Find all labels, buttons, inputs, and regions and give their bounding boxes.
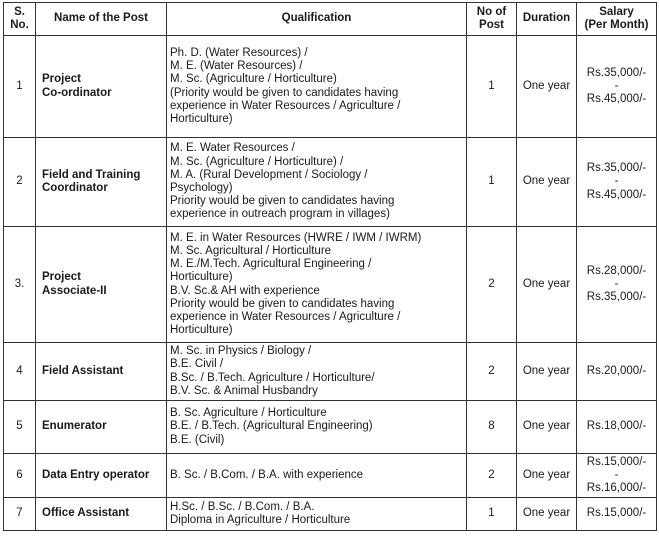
header-salary: Salary (Per Month) — [577, 3, 657, 36]
cell-post: Field and Training Coordinator — [36, 138, 167, 227]
cell-count: 8 — [467, 401, 517, 454]
cell-duration: One year — [517, 401, 577, 454]
cell-sno: 7 — [4, 498, 36, 531]
cell-post: Office Assistant — [36, 498, 167, 531]
header-sno: S. No. — [4, 3, 36, 36]
cell-duration: One year — [517, 343, 577, 401]
table-row — [4, 36, 657, 138]
cell-sno: 4 — [4, 343, 36, 401]
cell-qualification: M. E. in Water Resources (HWRE / IWM / IWRM) M. Sc. Agricultural / Horticulture M. E./M.Tech. Agricultural Engineering / Horticulture) B.V. Sc.& AH with experience Priority would be given to candidates having experience in Water Resources / Agriculture / Horticulture) — [167, 227, 467, 343]
cell-duration: One year — [517, 36, 577, 138]
cell-salary: Rs.15,000/- - Rs.16,000/- — [577, 454, 657, 498]
table-row — [4, 401, 657, 454]
cell-salary: Rs.35,000/- - Rs.45,000/- — [577, 138, 657, 227]
table-row — [4, 498, 657, 531]
cell-salary: Rs.18,000/- — [577, 401, 657, 454]
cell-sno: 2 — [4, 138, 36, 227]
cell-count: 2 — [467, 343, 517, 401]
cell-qualification: B. Sc. / B.Com. / B.A. with experience — [167, 454, 467, 498]
header-duration: Duration — [517, 3, 577, 36]
cell-post: Project Associate-II — [36, 227, 167, 343]
cell-duration: One year — [517, 138, 577, 227]
cell-sno: 3. — [4, 227, 36, 343]
cell-duration: One year — [517, 454, 577, 498]
posts-table — [3, 2, 657, 531]
cell-salary: Rs.20,000/- — [577, 343, 657, 401]
cell-qualification: B. Sc. Agriculture / Horticulture B.E. / B.Tech. (Agricultural Engineering) B.E. (Civil) — [167, 401, 467, 454]
cell-salary: Rs.28,000/- - Rs.35,000/- — [577, 227, 657, 343]
header-post: Name of the Post — [36, 3, 167, 36]
cell-qualification: M. E. Water Resources / M. Sc. (Agriculture / Horticulture) / M. A. (Rural Development / Sociology / Psychology) Priority would be given to candidates having experience in outreach program in villages) — [167, 138, 467, 227]
cell-duration: One year — [517, 498, 577, 531]
cell-salary: Rs.35,000/- - Rs.45,000/- — [577, 36, 657, 138]
cell-count: 1 — [467, 36, 517, 138]
cell-post: Project Co-ordinator — [36, 36, 167, 138]
header-qualification: Qualification — [167, 3, 467, 36]
cell-count: 2 — [467, 227, 517, 343]
cell-sno: 6 — [4, 454, 36, 498]
cell-count: 2 — [467, 454, 517, 498]
cell-count: 1 — [467, 498, 517, 531]
table-row — [4, 454, 657, 498]
cell-qualification: H.Sc. / B.Sc. / B.Com. / B.A. Diploma in Agriculture / Horticulture — [167, 498, 467, 531]
header-row — [4, 3, 657, 36]
cell-sno: 5 — [4, 401, 36, 454]
cell-post: Field Assistant — [36, 343, 167, 401]
table-row — [4, 227, 657, 343]
table-row — [4, 138, 657, 227]
cell-count: 1 — [467, 138, 517, 227]
cell-qualification: Ph. D. (Water Resources) / M. E. (Water Resources) / M. Sc. (Agriculture / Horticulture) (Priority would be given to candidates having experience in Water Resources / Agriculture / Horticulture) — [167, 36, 467, 138]
cell-post: Data Entry operator — [36, 454, 167, 498]
cell-post: Enumerator — [36, 401, 167, 454]
cell-sno: 1 — [4, 36, 36, 138]
table-row — [4, 343, 657, 401]
cell-salary: Rs.15,000/- — [577, 498, 657, 531]
cell-qualification: M. Sc. in Physics / Biology / B.E. Civil / B.Sc. / B.Tech. Agriculture / Horticulture/ B.V. Sc. & Animal Husbandry — [167, 343, 467, 401]
header-no-of-post: No of Post — [467, 3, 517, 36]
cell-duration: One year — [517, 227, 577, 343]
